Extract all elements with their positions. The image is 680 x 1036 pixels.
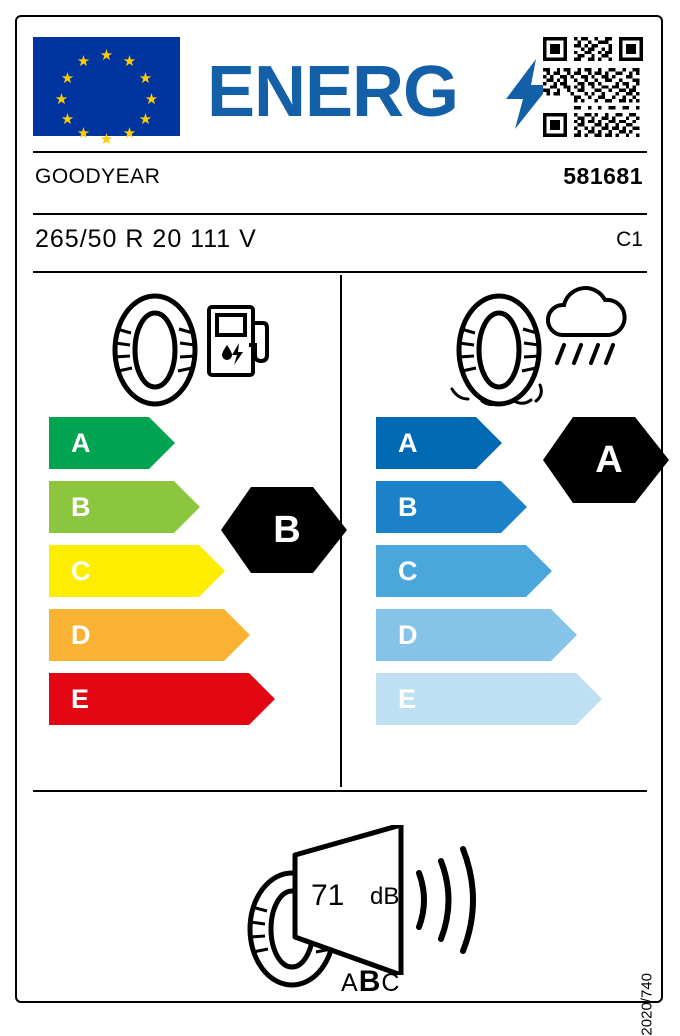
divider-2 <box>33 213 647 215</box>
noise-class-a: A <box>341 969 359 997</box>
fuel-pump-icon <box>205 297 273 379</box>
fuel-grade-d <box>49 609 91 661</box>
wet-grade-e-label: E <box>398 684 417 714</box>
wet-grade-list <box>376 417 418 737</box>
tyre-code: 581681 <box>563 163 643 189</box>
label-header <box>17 17 661 149</box>
wet-grade-b <box>376 481 418 533</box>
wet-result-badge <box>573 417 669 503</box>
divider-1 <box>33 151 647 153</box>
energy-label-card <box>15 15 663 1036</box>
noise-class-scale <box>341 965 400 999</box>
tyre-class: C1 <box>616 228 643 251</box>
wet-result-letter: A <box>595 439 623 481</box>
noise-class-c: C <box>381 969 401 997</box>
fuel-grade-list <box>49 417 91 737</box>
fuel-grade-b-label: B <box>71 492 91 522</box>
fuel-grade-e <box>49 673 91 725</box>
fuel-grade-e-label: E <box>71 684 90 714</box>
fuel-grade-a <box>49 417 91 469</box>
regulation-reference: 2020/740 <box>639 973 656 1036</box>
wet-grade-b-label: B <box>398 492 418 522</box>
fuel-grade-d-label: D <box>71 620 91 650</box>
wet-grade-c-label: C <box>398 556 418 586</box>
noise-class-b-selected: B <box>358 965 382 998</box>
noise-panel <box>33 797 647 997</box>
wet-grade-d-label: D <box>398 620 418 650</box>
wet-grade-c <box>376 545 418 597</box>
fuel-result-letter: B <box>273 509 301 551</box>
wet-grip-panel <box>344 275 649 787</box>
wet-grade-a <box>376 417 418 469</box>
wet-grade-e <box>376 673 418 725</box>
fuel-grade-a-label: A <box>71 428 91 458</box>
brand-name: GOODYEAR <box>35 165 161 188</box>
rain-cloud-icon <box>540 283 630 378</box>
fuel-efficiency-panel <box>33 275 338 787</box>
fuel-grade-c <box>49 545 91 597</box>
wet-grade-a-label: A <box>398 428 418 458</box>
tyre-size: 265/50 R 20 111 V <box>35 225 257 253</box>
tyre-icon <box>105 293 205 408</box>
eu-flag-icon: ★ ★ ★ ★ ★ ★ ★ ★ ★ ★ ★ ★ <box>33 37 180 136</box>
page-title: ENERG <box>207 52 459 132</box>
noise-unit: dB <box>370 883 400 910</box>
fuel-grade-b <box>49 481 91 533</box>
fuel-result-badge <box>251 487 347 573</box>
divider-4 <box>33 790 647 792</box>
qr-code-icon <box>543 37 643 137</box>
divider-3 <box>33 271 647 273</box>
noise-value: 71 <box>311 879 345 912</box>
fuel-grade-c-label: C <box>71 556 91 586</box>
wet-grade-d <box>376 609 418 661</box>
tyre-splash-icon <box>444 293 554 413</box>
